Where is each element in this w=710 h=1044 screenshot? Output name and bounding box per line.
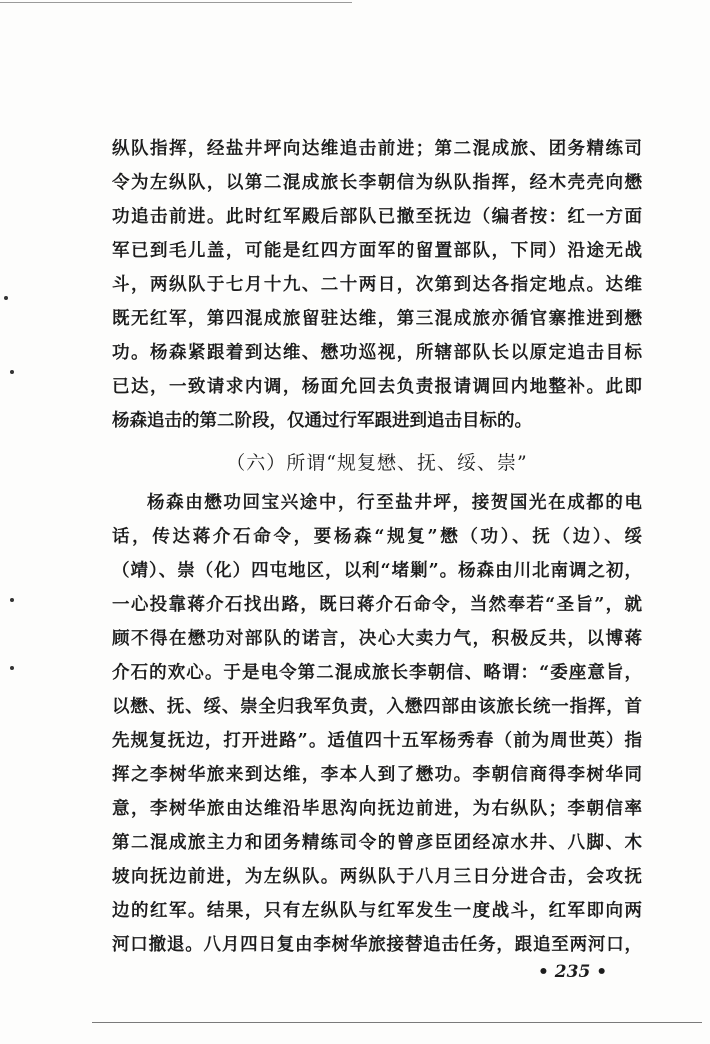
text-line: 斗，两纵队于七月十九、二十两日，次第到达各指定地点。达维 [112,275,642,295]
text-line: 杨森由懋功回宝兴途中，行至盐井坪，接贺国光在成都的电 [147,493,642,513]
text-line: 顾不得在懋功对部队的诺言，决心大卖力气，积极反共，以博蒋 [112,629,642,649]
text-line: 功。杨森紧跟着到达维、懋功巡视，所辖部队长以原定追击目标 [112,343,642,363]
margin-mark [10,666,14,670]
text-line: 军已到毛儿盖，可能是红四方面军的留置部队，下同）沿途无战 [112,241,642,261]
section-heading: （六）所谓“规复懋、抚、绥、崇” [226,452,528,474]
text-line: 坡向抚边前进，为左纵队。两纵队于八月三日分进合击，会攻抚 [112,867,642,887]
text-line: 功追击前进。此时红军殿后部队已撤至抚边（编者按：红一方面 [112,207,642,227]
text-line: 第二混成旅主力和团务精练司令的曾彦臣团经凉水井、八脚、木 [112,833,642,853]
text-line: 介石的欢心。于是电令第二混成旅长李朝信、略谓：“委座意旨， [112,663,642,683]
text-line: 意，李树华旅由达维沿毕思沟向抚边前进，为右纵队；李朝信率 [112,799,642,819]
text-line: 河口撤退。八月四日复由李树华旅接替追击任务，跟追至两河口， [112,935,642,955]
margin-mark [4,296,8,300]
paragraph-1 [112,132,642,438]
margin-mark [10,370,14,374]
text-line: 既无红军，第四混成旅留驻达维，第三混成旅亦循官寨推进到懋 [112,309,642,329]
text-line: 一心投靠蒋介石找出路，既曰蒋介石命令，当然奉若“圣旨”，就 [112,595,642,615]
text-line: 令为左纵队，以第二混成旅长李朝信为纵队指挥，经木壳壳向懋 [112,173,642,193]
text-line: 杨森追击的第二阶段，仅通过行军跟进到追击目标的。 [112,411,532,431]
text-line: 以懋、抚、绥、崇全归我军负责，入懋四部由该旅长统一指挥，首 [112,697,642,717]
body-text [112,132,642,962]
margin-mark [10,598,14,602]
paragraph-2 [112,486,642,962]
text-line: 纵队指挥，经盐井坪向达维追击前进；第二混成旅、团务精练司 [112,139,642,159]
page-number: • 235 • [538,962,608,982]
text-line: 话，传达蒋介石命令，要杨森“规复”懋（功）、抚（边）、绥 [112,527,642,547]
text-line: 先规复抚边，打开进路”。适值四十五军杨秀春（前为周世英）指 [112,731,642,751]
text-line: 挥之李树华旅来到达维，李本人到了懋功。李朝信商得李树华同 [112,765,642,785]
text-line: 边的红军。结果，只有左纵队与红军发生一度战斗，红军即向两 [112,901,642,921]
text-line: （靖）、崇（化）四屯地区，以利“堵剿”。杨森由川北南调之初， [112,561,642,581]
top-rule [0,2,352,3]
text-line: 已达，一致请求内调，杨面允回去负责报请调回内地整补。此即 [112,377,642,397]
bottom-rule [92,1022,702,1023]
